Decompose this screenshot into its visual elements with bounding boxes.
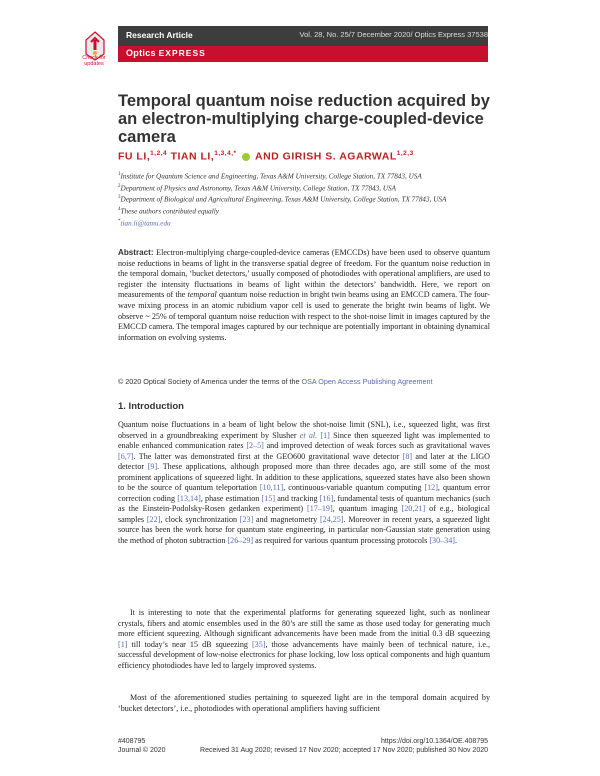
affiliation-text: These authors contributed equally xyxy=(120,207,219,216)
paragraph-text: . xyxy=(454,536,457,546)
citation-link[interactable]: [24,25] xyxy=(319,514,344,524)
footer-right xyxy=(200,737,488,755)
author-name: FU LI, xyxy=(118,150,151,163)
journal-copyright: Journal © 2020 xyxy=(118,747,166,754)
paragraph-text: . Moreover in recent years, a squeezed light source has been the work horse for quantum state engineering, in particular non-Gaussian state generation using the method of photon subtraction xyxy=(118,514,490,546)
affiliation xyxy=(118,193,498,205)
copyright-text: © 2020 Optical Society of America under the terms of the xyxy=(118,377,300,386)
paragraph-text: , phase estimation xyxy=(200,493,262,503)
abstract-text: quantum noise reduction in bright twin beams using an EMCCD camera. The four-wave mixing process in an atomic rubidium vapor cell is used to generate the bright twin beams of light. We observe ~ 25% of temporal quantum noise reduction with respect to the shot-noise limit in images captured by the EMCCD camera. The temporal images captured by our technique are potentially important in obtaining dynamical information on evolving systems. xyxy=(118,290,491,342)
author-affil: 1,2,4 xyxy=(150,150,168,157)
citation-link[interactable]: [35] xyxy=(251,639,266,649)
article-id: #408795 xyxy=(118,738,146,745)
citation-link[interactable]: [23] xyxy=(239,514,254,524)
affiliation xyxy=(118,182,498,194)
paper-title: Temporal quantum noise reduction acquired by an electron-multiplying charge-coupled-device camera xyxy=(118,92,490,146)
affiliation-number: 1 xyxy=(118,172,121,177)
author-affil: 1,3,4,* xyxy=(214,150,237,157)
citation-link[interactable]: [17–19] xyxy=(307,504,333,514)
citation-link[interactable]: [10,11] xyxy=(259,483,284,493)
journal-name-suffix: EXPRESS xyxy=(158,48,206,58)
citation-link[interactable]: [1] xyxy=(320,430,330,440)
paragraph-text: Since then squeezed light was implemented to enable enhanced communication rates xyxy=(118,430,491,451)
author-list xyxy=(118,150,498,163)
abstract xyxy=(118,248,490,343)
paragraph-text: and later at the LIGO detector xyxy=(118,451,490,472)
citation-link[interactable]: [9] xyxy=(147,462,158,472)
intro-paragraph-1 xyxy=(118,420,490,547)
paragraph-text: , fundamental tests of quantum mechanics (such as the Einstein-Podolsky-Rosen gedanken experiment) xyxy=(118,493,491,514)
citation-link[interactable]: [6,7] xyxy=(118,451,134,461)
article-type: Research Article xyxy=(126,30,193,40)
affiliation-number: 4 xyxy=(118,207,121,213)
citation-link[interactable]: [8] xyxy=(402,451,413,461)
affiliation-text: Department of Physics and Astronomy, Texas A&M University, College Station, TX 77843, USA xyxy=(120,184,397,193)
citation-link[interactable]: [26–29] xyxy=(227,536,254,546)
author-name: GIRISH S. AGARWAL xyxy=(282,150,397,163)
affiliation-number: * xyxy=(118,218,121,224)
paragraph-text: and tracking xyxy=(275,493,320,503)
citation-link[interactable]: [2–5] xyxy=(246,441,264,451)
paragraph-text: , those advancements have mainly been of technical nature, i.e., successful development of low-noise electronics for phase locking, low loss optical components and high quantum efficiency photodiodes have led to largely improved systems. xyxy=(118,639,490,670)
affiliation-number: 3 xyxy=(118,195,121,201)
citation-link[interactable]: [22] xyxy=(146,514,161,524)
affiliation-number: 2 xyxy=(118,183,121,189)
issue-info: Vol. 28, No. 25/7 December 2020/ Optics Express 37538 xyxy=(299,30,488,39)
affiliation xyxy=(118,205,498,217)
author-name: TIAN LI, xyxy=(170,150,215,163)
citation-link[interactable]: [1] xyxy=(118,639,128,649)
author-affil: 1,2,3 xyxy=(396,150,414,157)
affiliation xyxy=(118,170,498,182)
author-conjunction: AND xyxy=(254,150,280,163)
citation-link[interactable]: et al. xyxy=(299,430,318,440)
citation-link[interactable]: [16] xyxy=(319,493,334,503)
affiliation xyxy=(118,217,498,229)
affiliation-text: Institute for Quantum Science and Engineering, Texas A&M University, College Station, TX 77843, USA xyxy=(120,172,422,181)
affiliations xyxy=(118,170,498,228)
paragraph-text: and improved detection of weak forces such as gravitational waves xyxy=(263,441,491,451)
paragraph-text: as required for various quantum processing protocols xyxy=(253,536,430,546)
paragraph-text: . These applications, although proposed more than three decades ago, are still some of the most prominent applications of squeezed light. In addition to these applications, squeezed states have also been shown to be the source of quantum teleportation xyxy=(118,462,490,493)
paragraph-text: , quantum imaging xyxy=(332,504,402,514)
citation-link[interactable]: [15] xyxy=(261,493,276,503)
abstract-label: Abstract: xyxy=(118,248,154,257)
intro-paragraph-2 xyxy=(118,608,490,671)
citation-link[interactable]: [30–34] xyxy=(429,536,455,546)
paragraph-text: . The latter was demonstrated first at the GEO600 gravitational wave detector xyxy=(133,451,403,461)
journal-name-prefix: Optics xyxy=(126,48,156,58)
license-link[interactable]: OSA Open Access Publishing Agreement xyxy=(301,377,433,386)
paragraph-text: It is interesting to note that the experimental platforms for generating squeezed light, such as nonlinear crystals, fibers and atomic ensembles used in the 80’s are still the same as those used today for generating much more efficient squeezing. Although significant advancements have been made from the initial 0.3 dB squeezing xyxy=(118,608,490,639)
affiliation-text: Department of Biological and Agricultural Engineering, Texas A&M University, College Station, TX 77843, USA xyxy=(120,195,447,204)
paragraph-text: , clock synchronization xyxy=(160,514,240,524)
paragraph-text: of e.g., biological samples xyxy=(118,504,490,524)
corresponding-email-link[interactable]: tian.li@tamu.edu xyxy=(120,219,171,228)
orcid-icon[interactable] xyxy=(242,153,250,161)
section-heading: 1. Introduction xyxy=(118,401,184,412)
abstract-emphasis: temporal xyxy=(187,290,217,300)
journal-name-bar xyxy=(118,46,488,62)
paragraph-text: Quantum noise fluctuations in a beam of light below the shot-noise limit (SNL), i.e., squeezed light, was first observed in a groundbreaking experiment by Slusher xyxy=(118,420,490,440)
citation-link[interactable]: [20,21] xyxy=(401,504,426,514)
citation-link[interactable]: [12] xyxy=(424,483,438,493)
paragraph-text: and magnetometry xyxy=(253,514,320,524)
footer-left xyxy=(118,737,166,755)
doi-link[interactable]: https://doi.org/10.1364/OE.408795 xyxy=(380,738,488,745)
intro-paragraph-3: Most of the aforementioned studies pertaining to squeezed light are in the temporal domain acquired by ‘bucket detectors’, i.e., photodiodes with operational amplifiers having sufficient xyxy=(118,693,490,713)
abstract-text: Electron-multiplying charge-coupled-device cameras (EMCCDs) have been used to observe quantum noise reductions in beams of light in the transverse spatial degree of freedom. For the quantum noise reduction in the temporal domain, ‘bucket detectors,’ usually composed of photodiodes with operational amplifiers, are used to register the intensity fluctuations in beams of light within the detectors’ bandwidth. Here, we report on measurements of the xyxy=(118,248,490,300)
check-for-updates-label: Check for updates xyxy=(82,55,106,67)
journal-name xyxy=(126,48,206,58)
paragraph-text: till today’s near 15 dB squeezing xyxy=(127,639,252,649)
citation-link[interactable]: [13,14] xyxy=(177,493,201,503)
paragraph-text: , quantum error correction coding xyxy=(118,483,490,503)
paragraph-text: , continuous-variable quantum computing xyxy=(283,483,425,493)
publication-dates: Received 31 Aug 2020; revised 17 Nov 2020; accepted 17 Nov 2020; published 30 Nov 2020 xyxy=(200,747,488,754)
copyright-notice xyxy=(118,377,498,386)
